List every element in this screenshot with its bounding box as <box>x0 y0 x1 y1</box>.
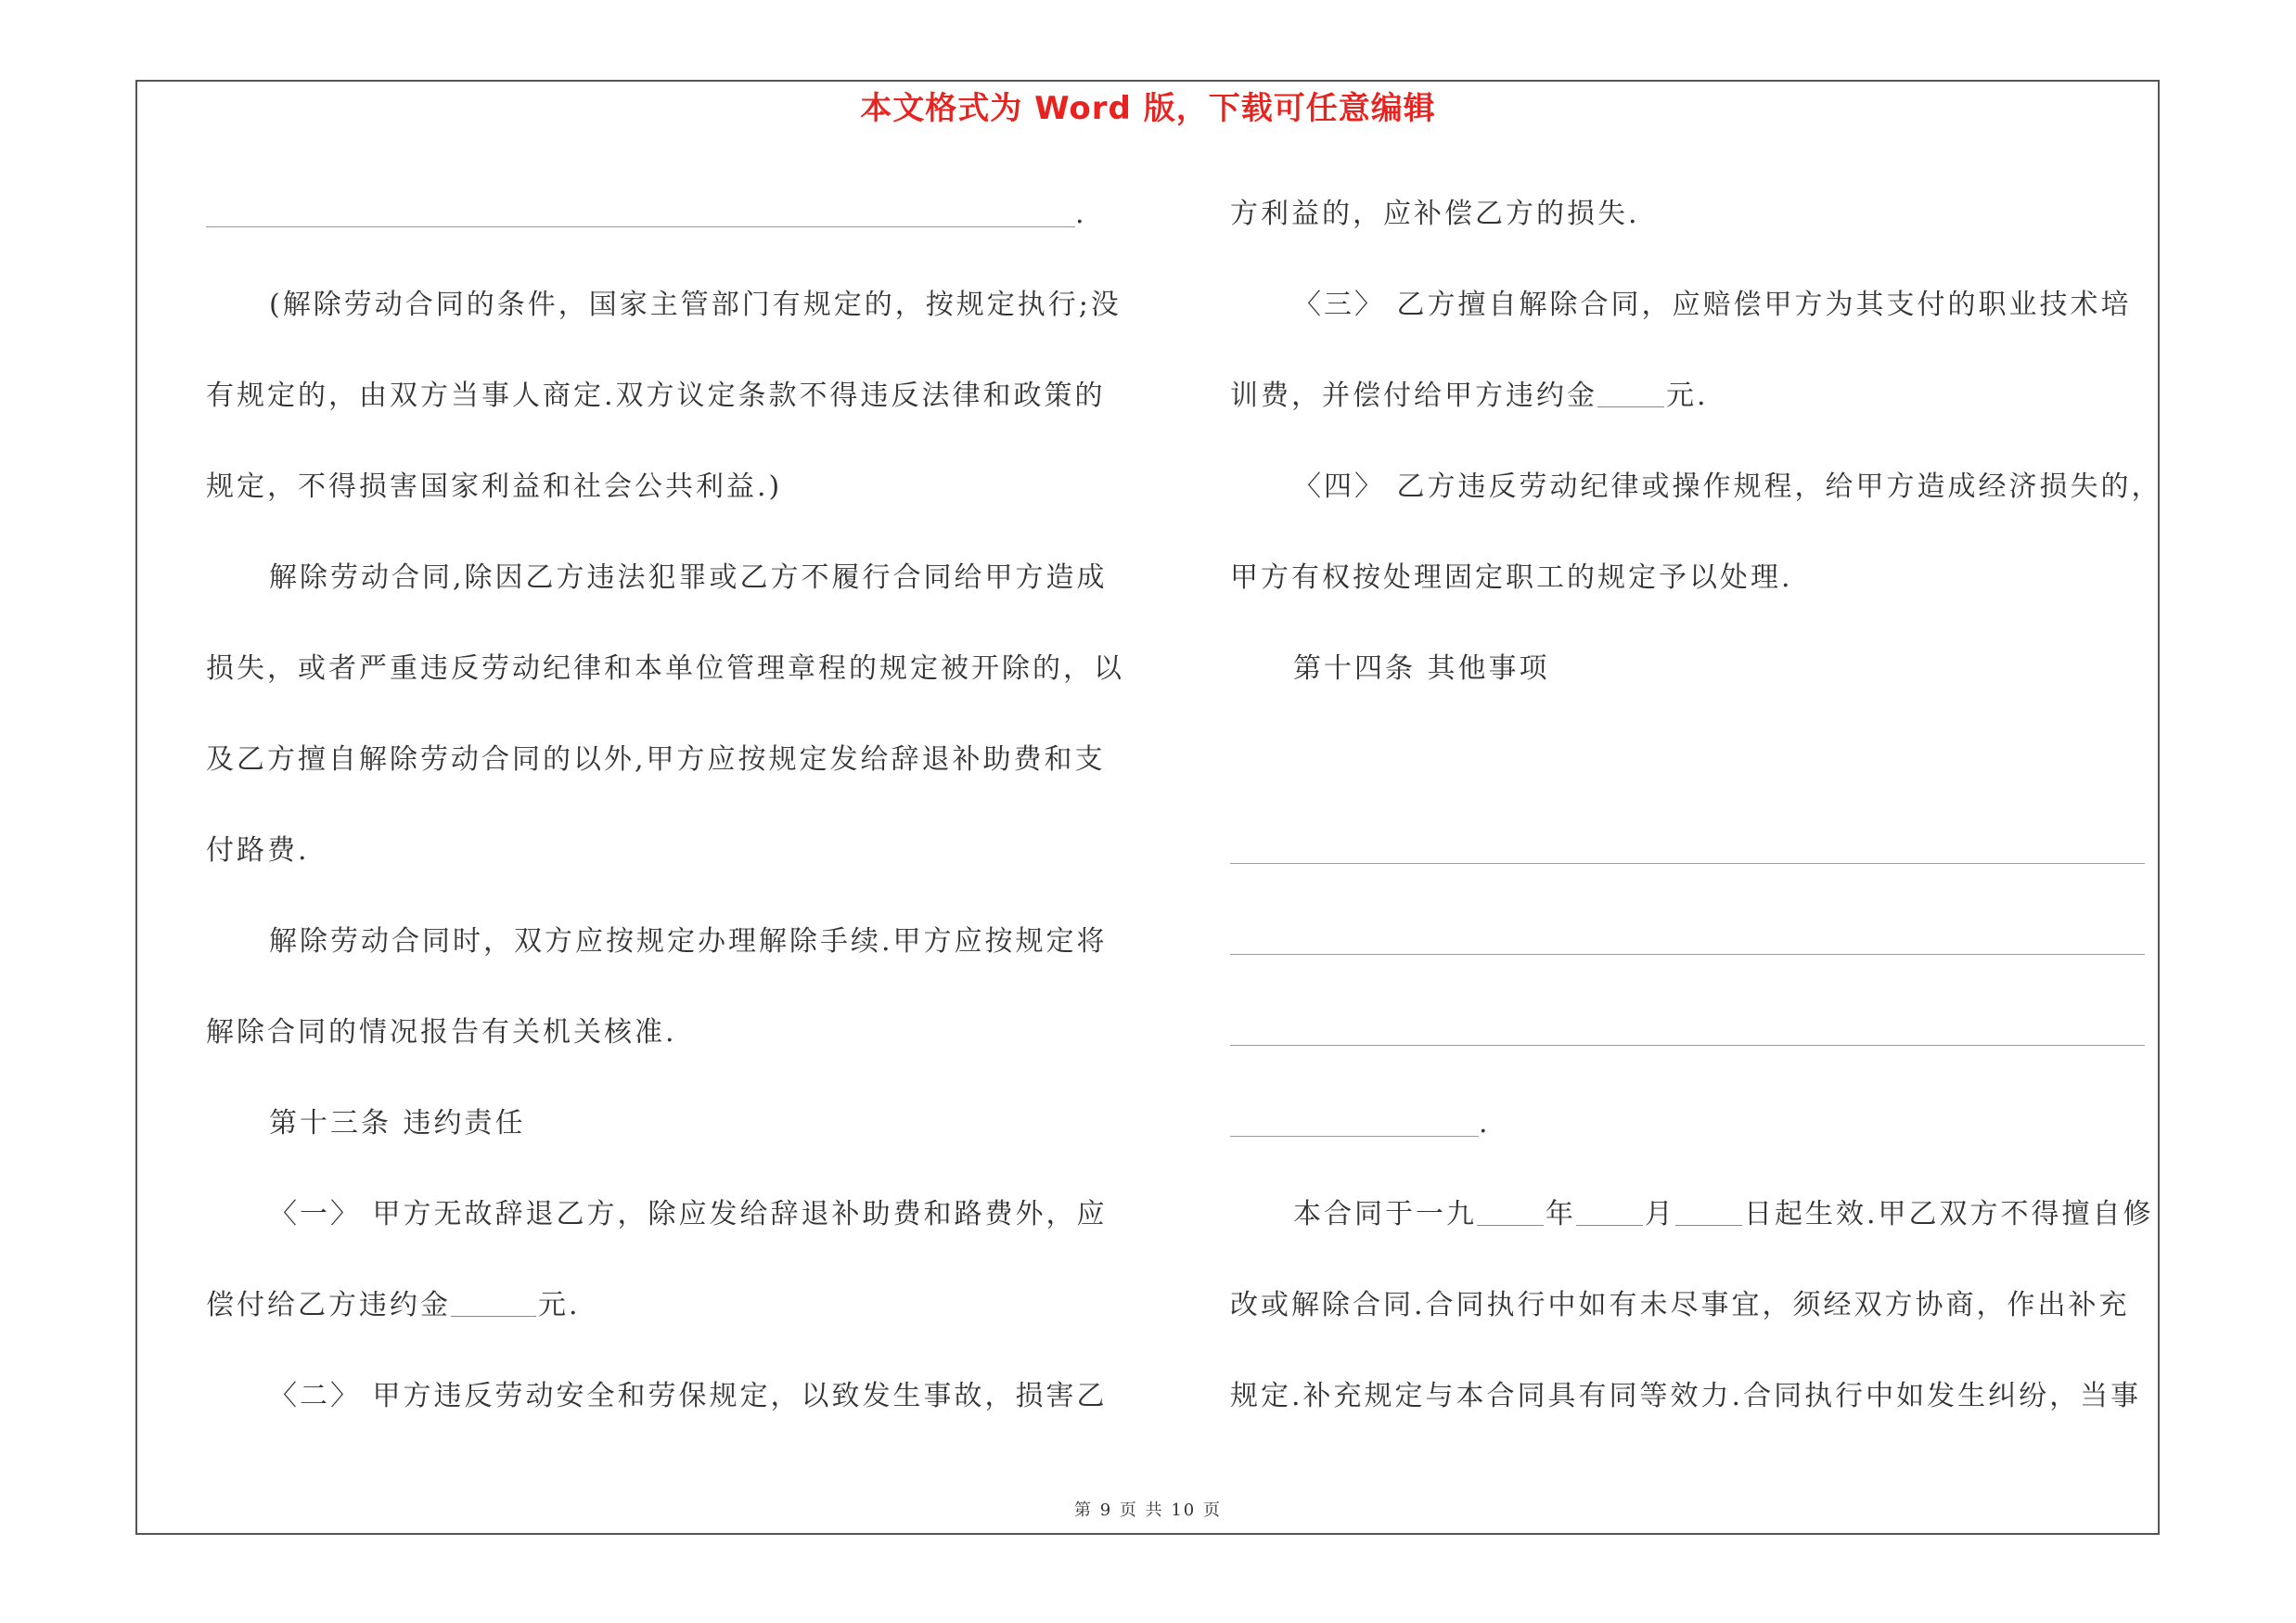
fill-in-blank <box>1477 1184 1544 1226</box>
paragraph-line: 改或解除合同.合同执行中如有未尽事宜，须经双方协商，作出补充 <box>1230 1289 2130 1321</box>
paragraph-line <box>1230 911 2163 1002</box>
fill-in-blank <box>451 1275 536 1317</box>
paragraph-line: 〈一〉 甲方无故辞退乙方，除应发给辞退补助费和路费外，应 <box>269 1198 1108 1230</box>
paragraph-text: . <box>1075 198 1087 230</box>
paragraph-line: 〈三〉 乙方擅自解除合同，应赔偿甲方为其支付的职业技术培 <box>1293 289 2132 321</box>
fill-in-blank <box>1230 1002 2145 1046</box>
paragraph-line <box>1230 1184 2163 1275</box>
page-number: 第 9 页 共 10 页 <box>1074 1501 1222 1520</box>
paragraph-line: 规定.补充规定与本合同具有同等效力.合同执行中如发生纠纷，当事 <box>1230 1380 2142 1412</box>
paragraph-line: 损失，或者严重违反劳动纪律和本单位管理章程的规定被开除的，以 <box>206 652 1124 685</box>
paragraph-line: 甲方有权按处理固定职工的规定予以处理. <box>1230 561 1793 594</box>
paragraph-line <box>1230 1002 2163 1093</box>
paragraph-text: . <box>1479 1107 1491 1140</box>
paragraph-line: 规定，不得损害国家利益和社会公共利益.) <box>206 470 783 503</box>
section-heading: 第十三条 违约责任 <box>269 1107 526 1140</box>
fill-in-blank <box>1230 1093 1479 1137</box>
paragraph-line <box>1230 1093 2163 1184</box>
paragraph-line: 解除合同的情况报告有关机关核准. <box>206 1016 677 1049</box>
paragraph-line: 有规定的，由双方当事人商定.双方议定条款不得违反法律和政策的 <box>206 380 1106 412</box>
paragraph-text: 训费，并偿付给甲方违约金 <box>1230 380 1597 412</box>
paragraph-line: 及乙方擅自解除劳动合同的以外,甲方应按规定发给辞退补助费和支 <box>206 743 1106 776</box>
paragraph-text: 年 <box>1546 1198 1576 1230</box>
left-column <box>206 184 1134 1457</box>
blank-line <box>1230 729 2163 820</box>
paragraph-text: 日起生效.甲乙双方不得擅自修 <box>1744 1198 2154 1230</box>
paragraph-line: 解除劳动合同,除因乙方违法犯罪或乙方不履行合同给甲方造成 <box>269 561 1108 594</box>
paragraph-line: 〈二〉 甲方违反劳动安全和劳保规定，以致发生事故，损害乙 <box>269 1380 1108 1412</box>
fill-in-blank <box>1576 1184 1643 1226</box>
paragraph-line <box>1230 820 2163 911</box>
paragraph-line <box>206 184 1134 275</box>
paragraph-line: 付路费. <box>206 834 310 867</box>
paragraph-text: 本合同于一九 <box>1293 1198 1477 1230</box>
paragraph-text: 元. <box>1666 380 1709 412</box>
paragraph-line: (解除劳动合同的条件，国家主管部门有规定的，按规定执行;没 <box>269 289 1122 321</box>
paragraph-line <box>1230 366 2163 457</box>
paragraph-line: 方利益的，应补偿乙方的损失. <box>1230 198 1640 230</box>
paragraph-text: 月 <box>1645 1198 1675 1230</box>
paragraph-line <box>206 1275 1134 1366</box>
right-column <box>1230 184 2163 1457</box>
paragraph-text: 元. <box>538 1289 581 1321</box>
paragraph-line: 解除劳动合同时，双方应按规定办理解除手续.甲方应按规定将 <box>269 925 1108 958</box>
fill-in-blank <box>206 184 1075 227</box>
section-heading: 第十四条 其他事项 <box>1293 652 1550 685</box>
fill-in-blank <box>1230 911 2145 955</box>
fill-in-blank <box>1597 366 1664 407</box>
fill-in-blank <box>1675 1184 1742 1226</box>
header-banner: 本文格式为 Word 版，下载可任意编辑 <box>860 90 1436 127</box>
paragraph-text: 偿付给乙方违约金 <box>206 1289 451 1321</box>
fill-in-blank <box>1230 820 2145 864</box>
paragraph-line: 〈四〉 乙方违反劳动纪律或操作规程，给甲方造成经济损失的， <box>1293 470 2162 503</box>
